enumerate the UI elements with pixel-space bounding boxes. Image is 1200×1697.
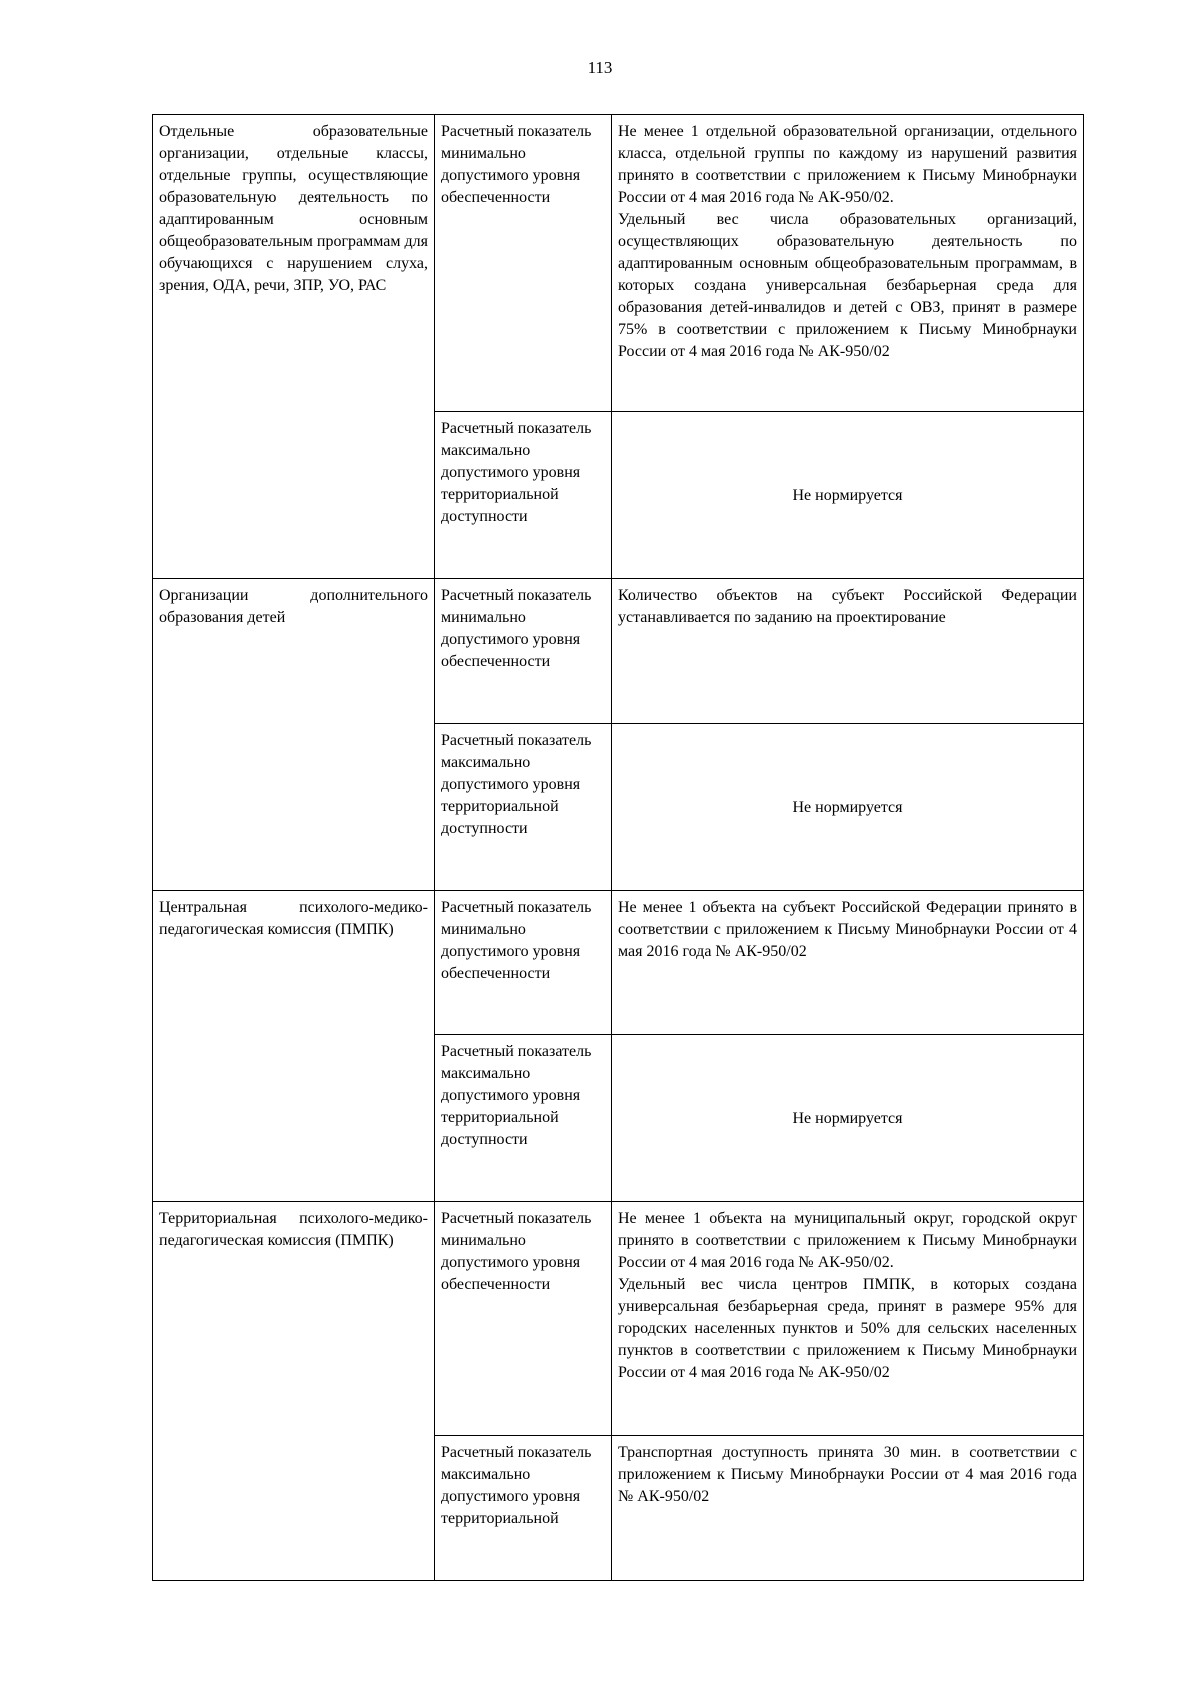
indicator-cell: Расчетный показатель минимально допустимого уровня обеспеченности	[435, 115, 612, 412]
value-cell: Не нормируется	[612, 412, 1084, 579]
value-paragraph: Удельный вес числа центров ПМПК, в которых создана универсальная безбарьерная среда, принят в размере 95% для городских населенных пунктов и 50% для сельских населенных пунктов в соответствии с приложением к Письму Минобрнауки России от 4 мая 2016 года № АК-950/02	[618, 1276, 1077, 1381]
value-cell	[612, 115, 1084, 412]
indicator-cell: Расчетный показатель максимально допустимого уровня территориальной доступности	[435, 1035, 612, 1202]
object-cell: Территориальная психолого-медико-педагогическая комиссия (ПМПК)	[153, 1202, 435, 1581]
indicator-cell: Расчетный показатель минимально допустимого уровня обеспеченности	[435, 1202, 612, 1436]
indicator-cell: Расчетный показатель максимально допустимого уровня территориальной доступности	[435, 724, 612, 891]
value-paragraph: Удельный вес числа образовательных организаций, осуществляющих образовательную деятельность по адаптированным основным общеобразовательным программам, в которых создана универсальная безбарьерная среда для образования детей-инвалидов и детей с ОВЗ, принят в размере 75% в соответствии с приложением к Письму Минобрнауки России от 4 мая 2016 года № АК-950/02	[618, 211, 1077, 360]
value-cell: Транспортная доступность принята 30 мин. в соответствии с приложением к Письму Минобрнауки России от 4 мая 2016 года № АК-950/02	[612, 1436, 1084, 1581]
table-row	[153, 891, 1084, 1035]
norms-table	[152, 114, 1084, 1581]
object-cell: Отдельные образовательные организации, отдельные классы, отдельные группы, осуществляющие образовательную деятельность по адаптированным основным общеобразовательным программам для обучающихся с нарушением слуха, зрения, ОДА, речи, ЗПР, УО, РАС	[153, 115, 435, 579]
table-row	[153, 1202, 1084, 1436]
value-paragraph: Не менее 1 отдельной образовательной организации, отдельного класса, отдельной группы по каждому из нарушений развития принято в соответствии с приложением к Письму Минобрнауки России от 4 мая 2016 года № АК-950/02.	[618, 123, 1077, 206]
object-cell: Центральная психолого-медико-педагогическая комиссия (ПМПК)	[153, 891, 435, 1202]
value-cell	[612, 1202, 1084, 1436]
value-cell: Не нормируется	[612, 724, 1084, 891]
indicator-cell: Расчетный показатель максимально допустимого уровня территориальной	[435, 1436, 612, 1581]
indicator-cell: Расчетный показатель минимально допустимого уровня обеспеченности	[435, 579, 612, 724]
value-cell: Количество объектов на субъект Российской Федерации устанавливается по заданию на проектирование	[612, 579, 1084, 724]
indicator-cell: Расчетный показатель минимально допустимого уровня обеспеченности	[435, 891, 612, 1035]
table-row	[153, 115, 1084, 412]
value-paragraph: Не менее 1 объекта на муниципальный округ, городской округ принято в соответствии с приложением к Письму Минобрнауки России от 4 мая 2016 года № АК-950/02.	[618, 1210, 1077, 1271]
value-cell: Не менее 1 объекта на субъект Российской Федерации принято в соответствии с приложением к Письму Минобрнауки России от 4 мая 2016 года № АК-950/02	[612, 891, 1084, 1035]
table-row	[153, 579, 1084, 724]
object-cell: Организации дополнительного образования детей	[153, 579, 435, 891]
indicator-cell: Расчетный показатель максимально допустимого уровня территориальной доступности	[435, 412, 612, 579]
value-cell: Не нормируется	[612, 1035, 1084, 1202]
page-number: 113	[587, 58, 613, 77]
